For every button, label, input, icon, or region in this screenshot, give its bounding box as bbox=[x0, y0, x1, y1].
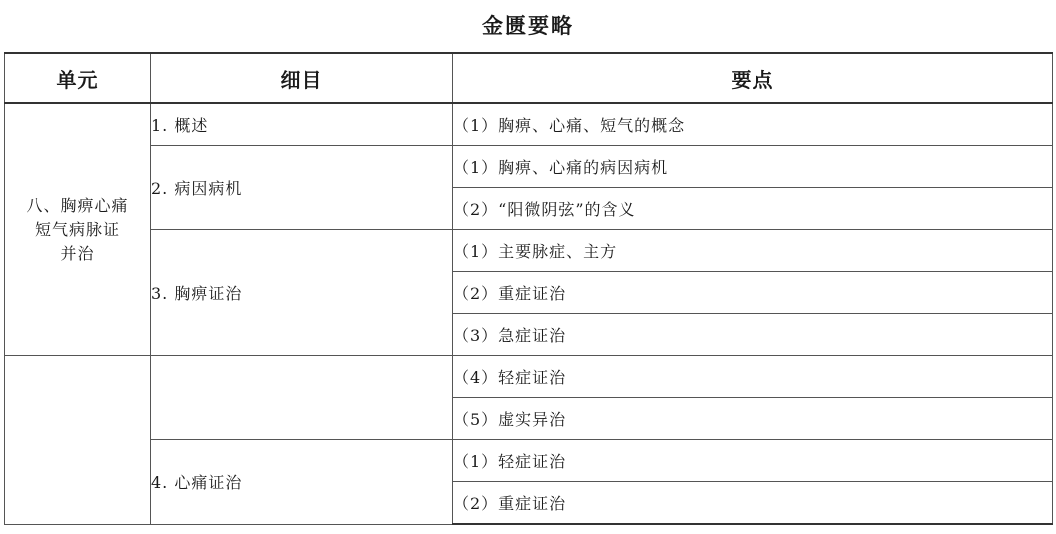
syllabus-table bbox=[4, 52, 1053, 525]
point-cell: （1）主要脉症、主方 bbox=[453, 230, 1053, 272]
header-detail: 细目 bbox=[151, 53, 453, 103]
point-cell: （1）胸痹、心痛的病因病机 bbox=[453, 146, 1053, 188]
point-cell: （2）重症证治 bbox=[453, 482, 1053, 525]
unit-line: 并治 bbox=[60, 243, 95, 263]
unit-cell-empty bbox=[5, 356, 151, 525]
point-cell: （2）重症证治 bbox=[453, 272, 1053, 314]
table-header-row bbox=[5, 53, 1053, 103]
unit-line: 短气病脉证 bbox=[34, 219, 120, 239]
point-cell: （5）虚实异治 bbox=[453, 398, 1053, 440]
point-cell: （2）“阳微阴弦”的含义 bbox=[453, 188, 1053, 230]
table-row bbox=[5, 440, 1053, 482]
unit-cell bbox=[5, 103, 151, 356]
table-row bbox=[5, 230, 1053, 272]
table-row bbox=[5, 146, 1053, 188]
detail-cell: 4. 心痛证治 bbox=[151, 440, 453, 525]
point-cell: （4）轻症证治 bbox=[453, 356, 1053, 398]
detail-cell: 3. 胸痹证治 bbox=[151, 230, 453, 356]
detail-cell: 2. 病因病机 bbox=[151, 146, 453, 230]
table-row bbox=[5, 356, 1053, 398]
page-title: 金匮要略 bbox=[482, 14, 574, 38]
unit-line: 八、胸痹心痛 bbox=[26, 195, 129, 215]
header-point: 要点 bbox=[453, 53, 1053, 103]
point-cell: （1）胸痹、心痛、短气的概念 bbox=[453, 103, 1053, 146]
table-row bbox=[5, 103, 1053, 146]
detail-cell-empty bbox=[151, 356, 453, 440]
header-unit: 单元 bbox=[5, 53, 151, 103]
point-cell: （3）急症证治 bbox=[453, 314, 1053, 356]
point-cell: （1）轻症证治 bbox=[453, 440, 1053, 482]
detail-cell: 1. 概述 bbox=[151, 103, 453, 146]
